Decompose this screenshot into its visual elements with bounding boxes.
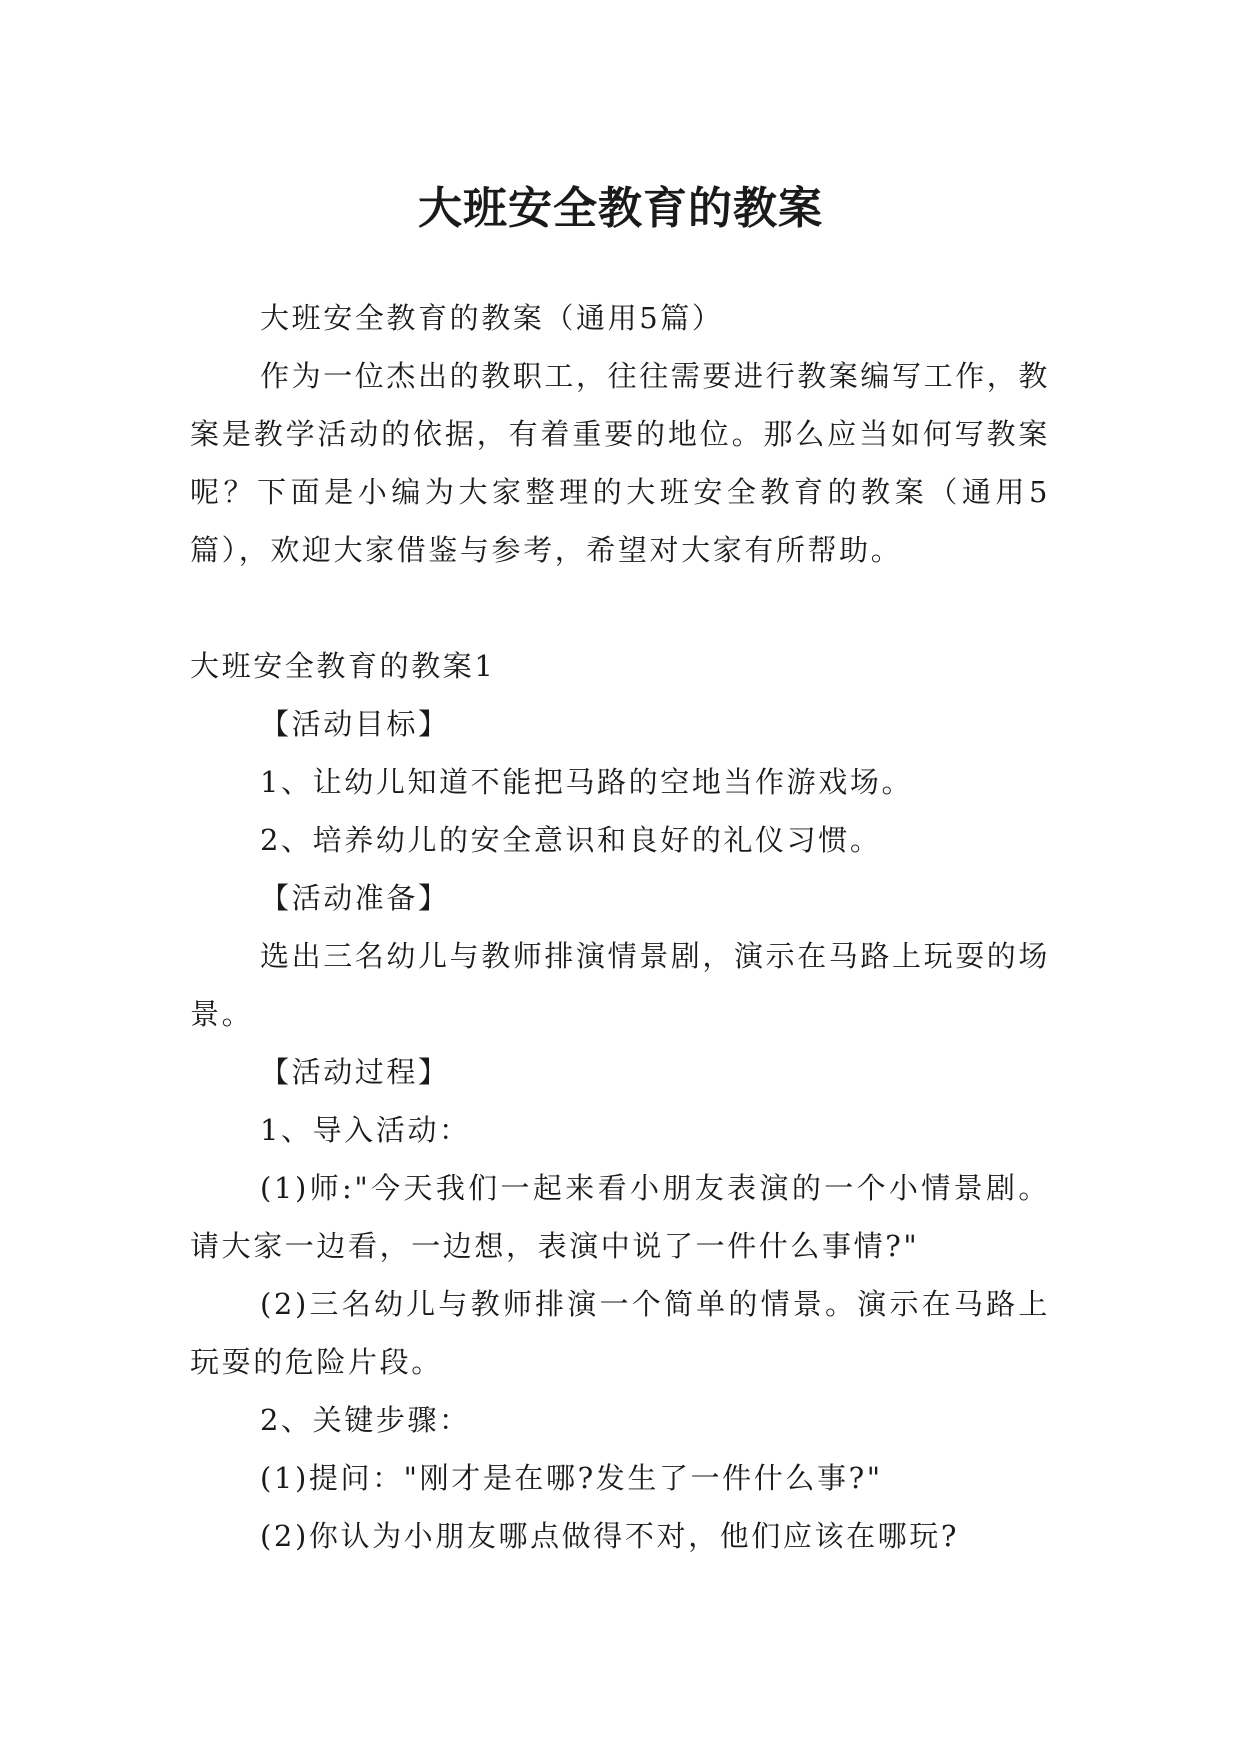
subheading-activity-process: 【活动过程】 [260, 1055, 450, 1089]
document-title: 大班安全教育的教案 [418, 183, 823, 235]
subtitle-paragraph: 大班安全教育的教案（通用5篇） [260, 301, 724, 335]
process-item: (1)提问："刚才是在哪?发生了一件什么事?" [260, 1461, 883, 1495]
process-item: (2)你认为小朋友哪点做得不对，他们应该在哪玩? [260, 1519, 960, 1553]
intro-paragraph: 作为一位杰出的教职工，往往需要进行教案编写工作，教案是教学活动的依据，有着重要的地位。那么应当如何写教案呢？下面是小编为大家整理的大班安全教育的教案（通用5篇），欢迎大家借鉴与参考，希望对大家有所帮助。 [190, 359, 1051, 567]
process-step-heading: 2、关键步骤： [260, 1403, 471, 1437]
process-item: (2)三名幼儿与教师排演一个简单的情景。演示在马路上玩耍的危险片段。 [190, 1287, 1050, 1379]
goal-item: 1、让幼儿知道不能把马路的空地当作游戏场。 [260, 765, 914, 799]
prep-paragraph: 选出三名幼儿与教师排演情景剧，演示在马路上玩耍的场景。 [190, 939, 1051, 1031]
subheading-activity-goals: 【活动目标】 [260, 707, 450, 741]
process-item: (1)师:"今天我们一起来看小朋友表演的一个小情景剧。请大家一边看，一边想，表演中说了一件什么事情?" [190, 1171, 1050, 1263]
subheading-activity-prep: 【活动准备】 [260, 881, 450, 915]
section-heading: 大班安全教育的教案1 [190, 649, 496, 683]
goal-item: 2、培养幼儿的安全意识和良好的礼仪习惯。 [260, 823, 882, 857]
document-body [190, 289, 1050, 1565]
process-step-heading: 1、导入活动： [260, 1113, 471, 1147]
section-spacer [190, 579, 1050, 637]
